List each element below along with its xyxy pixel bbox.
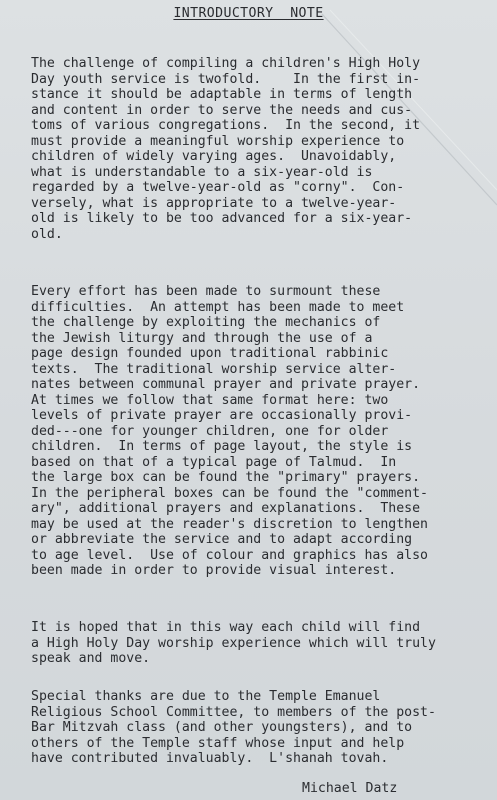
paragraph-intro-challenge: The challenge of compiling a children's High Holy Day youth service is twofold. In the first in- stance it should be adaptable in terms of length and content in order to serve the needs and cus- toms of various congregations. In the second, it must provide a meaningful worship experience to children of widely varying ages. Unavoidably, what is understandable to a six-year-old is regarded by a twelve-year-old as "corny". Con- versely, what is appropriate to a twelve-year- old is likely to be too advanced for a six-year- old. (31, 56, 421, 242)
page-title: INTRODUCTORY NOTE (173, 6, 324, 21)
paragraph-thanks: Special thanks are due to the Temple Emanuel Religious School Committee, to members of the post- Bar Mitzvah class (and other youngsters), and to others of the Temple staff whose input and help have contributed invaluably. L'shanah tovah. (31, 689, 436, 766)
author-signature: Michael Datz (302, 781, 398, 796)
paragraph-page-design: Every effort has been made to surmount these difficulties. An attempt has been made to meet the challenge by exploiting the mechanics of the Jewish liturgy and through the use of a page design founded upon traditional rabbinic texts. The traditional worship service alter- nates between communal prayer and private prayer. At times we follow that same format here: two levels of private prayer are occasionally provi- ded---one for younger children, one for older children. In terms of page layout, the style is based on that of a typical page of Talmud. In the large box can be found the "primary" prayers. In the peripheral boxes can be found the "comment- ary", additional prayers and explanations. These may be used at the reader's discretion to lengthen or abbreviate the service and to adapt according to age level. Use of colour and graphics has also been made in order to provide visual interest. (31, 284, 428, 578)
paragraph-hope: It is hoped that in this way each child will find a High Holy Day worship experience which will truly speak and move. (31, 620, 436, 666)
